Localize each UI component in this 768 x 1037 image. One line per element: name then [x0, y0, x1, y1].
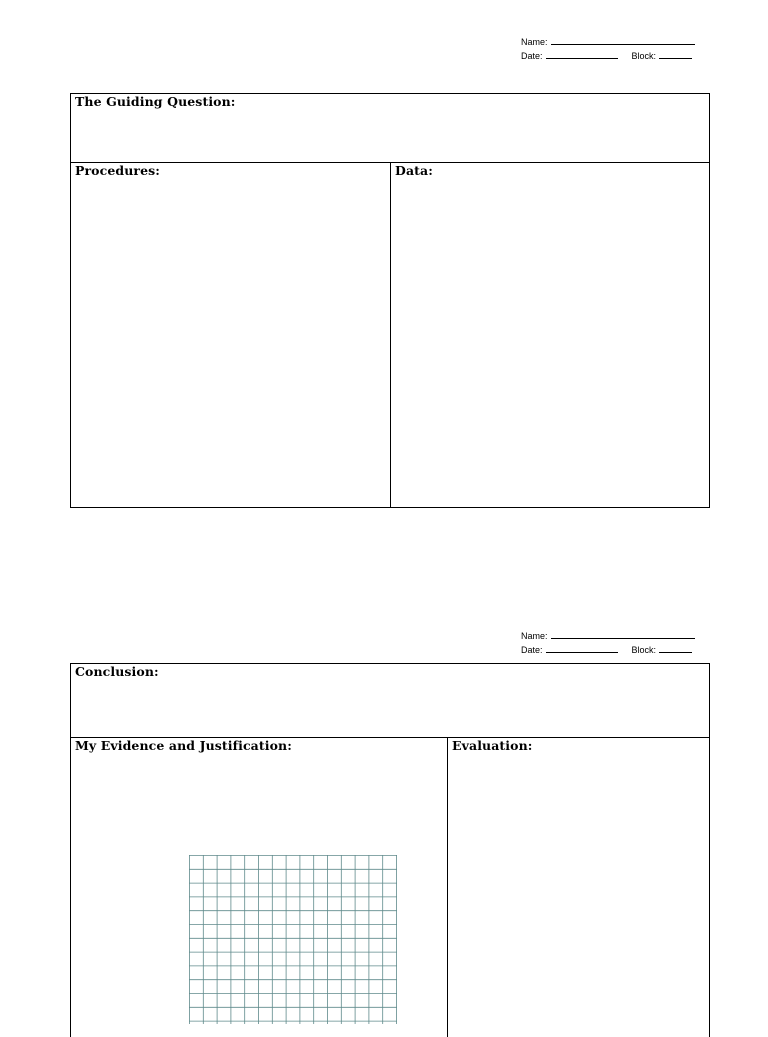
procedures-label: Procedures: [75, 163, 161, 178]
date-blank[interactable] [546, 49, 618, 59]
name-line [521, 629, 711, 643]
evaluation-box[interactable] [447, 737, 710, 1037]
date-block-line [521, 643, 711, 657]
date-label: Date: [521, 645, 543, 655]
conclusion-label: Conclusion: [75, 664, 159, 679]
block-label: Block: [631, 51, 657, 61]
procedures-box[interactable] [70, 162, 391, 508]
guiding-question-box[interactable] [70, 93, 710, 163]
name-blank[interactable] [551, 629, 695, 639]
date-label: Date: [521, 51, 543, 61]
data-box[interactable] [390, 162, 710, 508]
page2-header [521, 629, 711, 657]
date-block-line [521, 49, 711, 63]
name-blank[interactable] [551, 35, 695, 45]
name-label: Name: [521, 631, 548, 641]
evaluation-label: Evaluation: [452, 738, 533, 753]
data-label: Data: [395, 163, 433, 178]
guiding-question-label: The Guiding Question: [75, 94, 236, 109]
block-blank[interactable] [659, 49, 692, 59]
date-blank[interactable] [546, 643, 618, 653]
graph-grid[interactable] [189, 855, 397, 1024]
page1-header [521, 35, 711, 63]
evidence-label: My Evidence and Justification: [75, 738, 292, 753]
conclusion-box[interactable] [70, 663, 710, 738]
name-label: Name: [521, 37, 548, 47]
name-line [521, 35, 711, 49]
block-blank[interactable] [659, 643, 692, 653]
block-label: Block: [631, 645, 657, 655]
